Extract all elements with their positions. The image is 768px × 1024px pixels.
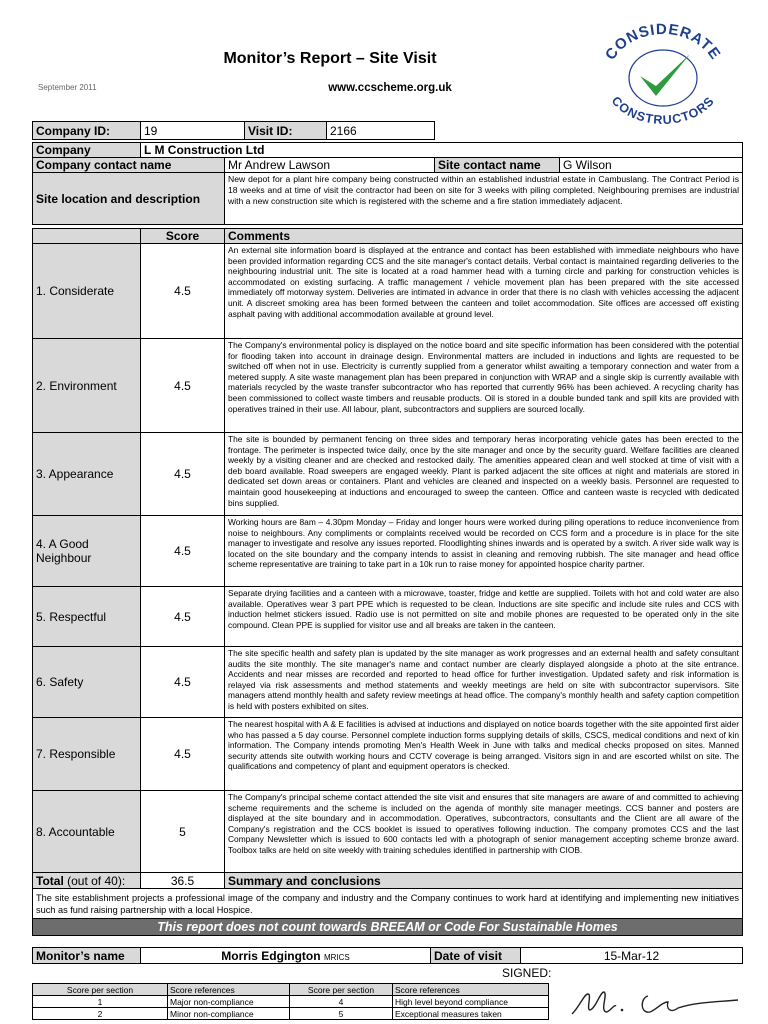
company-name: L M Construction Ltd bbox=[141, 143, 743, 158]
monitor-table bbox=[32, 947, 743, 964]
section-row bbox=[33, 516, 743, 587]
visit-id-value: 2166 bbox=[327, 122, 435, 140]
site-location-label: Site location and description bbox=[33, 173, 225, 225]
company-id-label: Company ID: bbox=[33, 122, 141, 140]
monitor-name-label: Monitor’s name bbox=[33, 948, 141, 964]
section-label: 2. Environment bbox=[33, 339, 141, 433]
scores-table bbox=[32, 228, 743, 936]
signed-label: SIGNED: bbox=[502, 966, 552, 980]
ref-score: 1 bbox=[33, 996, 168, 1008]
section-score: 4.5 bbox=[141, 433, 225, 516]
section-label: 3. Appearance bbox=[33, 433, 141, 516]
ref-header: Score references bbox=[393, 984, 549, 996]
section-label: 4. A Good Neighbour bbox=[33, 516, 141, 587]
ref-text: Minor non-compliance bbox=[168, 1008, 290, 1020]
section-score: 4.5 bbox=[141, 244, 225, 339]
site-contact-label: Site contact name bbox=[435, 158, 560, 173]
scheme-url: www.ccscheme.org.uk bbox=[328, 82, 452, 94]
score-header: Score bbox=[141, 229, 225, 244]
comments-header: Comments bbox=[225, 229, 743, 244]
total-label: Total (out of 40): bbox=[33, 873, 141, 889]
company-id-value: 19 bbox=[141, 122, 245, 140]
visit-id-label: Visit ID: bbox=[245, 122, 327, 140]
ref-header: Score references bbox=[168, 984, 290, 996]
report-date: September 2011 bbox=[38, 83, 97, 92]
summary-label: Summary and conclusions bbox=[225, 873, 743, 889]
svg-text:CONSIDERATE bbox=[602, 21, 724, 63]
site-contact-value: G Wilson bbox=[560, 158, 743, 173]
signature bbox=[566, 980, 746, 1024]
section-row bbox=[33, 718, 743, 791]
total-value: 36.5 bbox=[141, 873, 225, 889]
considerate-constructors-logo bbox=[590, 18, 736, 128]
logo-text-bottom: CONSTRUCTORS bbox=[608, 93, 718, 128]
ref-header: Score per section bbox=[33, 984, 168, 996]
logo-text-top: CONSIDERATE bbox=[602, 20, 724, 64]
ids-table bbox=[32, 121, 435, 140]
company-contact-value: Mr Andrew Lawson bbox=[225, 158, 435, 173]
section-comment: The Company's environmental policy is displayed on the notice board and site specific information has been considered with the potential for flooding taken into account in drainage design. Environmental matters are included in inductions and lights are requested to be switched off when not in use. Electricity is currently supplied from a generator whilst awaiting a temporary connection and water from a metered supply. A site waste management plan has been prepared in conjunction with WRAP and a single skip is currently available with materials recycled by the waste transfer subcontractor who has reported that currently 96% has been achieved. A recycling charity has been commissioned to collect waste timbers and reusable products. Oil is stored in a double bunded tank and spill kits are provided with operatives trained in their use. All labour, plant, subcontractors and suppliers are sourced locally. bbox=[225, 339, 743, 433]
section-label: 7. Responsible bbox=[33, 718, 141, 791]
section-comment: Working hours are 8am – 4.30pm Monday – Friday and longer hours were worked during piling operations to reduce inconvenience from noise to neighbours. Any compliments or complaints received would be recorded on CCS form and a procedure is in place for the site manager to investigate and resolve any issues reported. Floodlighting shines inwards and is operated by a switch. A river side walk way is located on the site boundary and the company intends to assist in cleaning and removing rubbish. The site manager and head office scheme representative are training to take part in a 10k run to raise money for appointed hospice charity partner. bbox=[225, 516, 743, 587]
section-score: 4.5 bbox=[141, 516, 225, 587]
section-comment: The site is bounded by permanent fencing on three sides and temporary heras incorporating vehicle gates has been erected to the frontage. The perimeter is inspected twice daily, once by the site manager and once by the security guard. Welfare facilities are cleaned weekly by a visiting cleaner and are checked and restocked daily. The amenities appeared clean and well stocked at time of visit with a deb board available. Road sweepers are engaged weekly. Plant is parked adjacent the site offices at night and materials are stored in dedicated set down areas or containers. Plant and vehicles are cleaned and inspected on a weekly basis. Personnel are requested to maintain good housekeeping at inductions and encouraged to sweep the canteen. Office and canteen waste is recycled with dedicated bins supplied. bbox=[225, 433, 743, 516]
company-label: Company bbox=[33, 143, 141, 158]
ref-text: Exceptional measures taken bbox=[393, 1008, 549, 1020]
date-of-visit-label: Date of visit bbox=[431, 948, 521, 964]
section-label: 5. Respectful bbox=[33, 587, 141, 647]
section-score: 4.5 bbox=[141, 339, 225, 433]
section-comment: The Company's principal scheme contact attended the site visit and ensures that site managers are aware of and committed to achieving scheme requirements and the scheme is included on the agenda of monthly site manager meetings. CCS banner and posters are displayed at the site boundary and in accommodation. Operatives, subcontractors, consultants and the Client are all aware of the Company's registration and the CCS booklet is issued to operatives following induction. The company promotes CCS and the last Company Newsletter which is issued to 600 contacts led with a photograph of senior management accepting scheme bronze award. Toolbox talks are held on site weekly with training schedules identified in partnership with CIOB. bbox=[225, 791, 743, 873]
score-references-table bbox=[32, 983, 549, 1020]
ref-row bbox=[33, 996, 549, 1008]
section-label: 6. Safety bbox=[33, 647, 141, 718]
section-row bbox=[33, 647, 743, 718]
breeam-banner: This report does not count towards BREEAM or Code For Sustainable Homes bbox=[33, 919, 743, 936]
site-description: New depot for a plant hire company being constructed within an established industrial estate in Cambuslang. The Contract Period is 18 weeks and at time of visit the contractor had been on site for 3 weeks with piling completed. Neighbouring premises are industrial with a new construction site which is registered with the scheme and a fire station immediately adjacent. bbox=[225, 173, 743, 225]
section-comment: Separate drying facilities and a canteen with a microwave, toaster, fridge and kettle are supplied. Toilets with hot and cold water are also available. Operatives wear 3 part PPE which is requested to be clean. Inductions are site specific and include site rules and CCS with induction helmet stickers issued. Radio use is not permitted on site and mobile phones are requested to be operated only in the site compound. Clean PPE is supplied for visitor use and all breaks are taken in the canteen. bbox=[225, 587, 743, 647]
monitor-name: Morris Edgington MRICS bbox=[141, 948, 431, 964]
section-score: 4.5 bbox=[141, 647, 225, 718]
ref-score: 5 bbox=[290, 1008, 393, 1020]
section-score: 4.5 bbox=[141, 718, 225, 791]
ref-score: 4 bbox=[290, 996, 393, 1008]
section-comment: The site specific health and safety plan is updated by the site manager as work progresses and an external health and safety consultant audits the site monthly. The site manager's name and contact number are clearly displayed alongside a photo at the site entrance. Accidents and near misses are recorded and reported to head office for further investigation. Updated safety and risk information is relayed via risk assessments and method statements and weekly meetings are held on site with subcontractor supervisors. Site managers attend monthly health and safety review meetings at head office. The company's monthly health and safety caption competition is held with posters exhibited on sites. bbox=[225, 647, 743, 718]
ref-row bbox=[33, 1008, 549, 1020]
summary-text: The site establishment projects a professional image of the company and industry and the Company continues to work hard at identifying and implementing new initiatives such as fund raising partnership with a local Hospice. bbox=[33, 889, 743, 919]
section-row bbox=[33, 339, 743, 433]
section-comment: An external site information board is displayed at the entrance and contact has been established with immediate neighbours who have been provided information regarding CCS and the site manager's contact details. Verbal contact is maintained regarding deliveries to the neighbouring industrial unit. The site is located at a road hammer head with a turning circle and parking for construction vehicles is accommodated on existing surfacing. A traffic management / vehicle movement plan has been prepared with the site accessed immediately off motorway system. Deliveries are intimated in advance in order that there is no clash with vehicles accessing the adjacent unit. A discreet smoking area has been formed between the canteen and toilet accommodation. Site offices are accessed off existing asphalt paving with additional accommodation available at ground level. bbox=[225, 244, 743, 339]
ref-header: Score per section bbox=[290, 984, 393, 996]
section-row bbox=[33, 433, 743, 516]
section-comment: The nearest hospital with A & E facilities is advised at inductions and displayed on notice boards together with the site appointed first aider who has passed a 5 day course. Personnel complete induction forms supplying details of skills, CSCS, medical conditions and next of kin information. The Company intends promoting Men's Health Week in June with talks and medical checks proposed on sites. Manned security attends site outwith working hours and CCTV coverage is being arranged. Visitors sign in and are escorted whilst on site. The qualifications and competency of plant and equipment operators is checked. bbox=[225, 718, 743, 791]
svg-text:CONSTRUCTORS bbox=[609, 94, 718, 127]
ref-text: Major non-compliance bbox=[168, 996, 290, 1008]
section-score: 4.5 bbox=[141, 587, 225, 647]
date-of-visit-value: 15-Mar-12 bbox=[521, 948, 743, 964]
company-table bbox=[32, 142, 743, 225]
ref-score: 2 bbox=[33, 1008, 168, 1020]
section-row bbox=[33, 587, 743, 647]
report-title: Monitor’s Report – Site Visit bbox=[223, 50, 437, 67]
section-score: 5 bbox=[141, 791, 225, 873]
section-label: 1. Considerate bbox=[33, 244, 141, 339]
header-blank bbox=[33, 229, 141, 244]
section-label: 8. Accountable bbox=[33, 791, 141, 873]
section-row bbox=[33, 244, 743, 339]
company-contact-label: Company contact name bbox=[33, 158, 225, 173]
section-row bbox=[33, 791, 743, 873]
ref-text: High level beyond compliance bbox=[393, 996, 549, 1008]
